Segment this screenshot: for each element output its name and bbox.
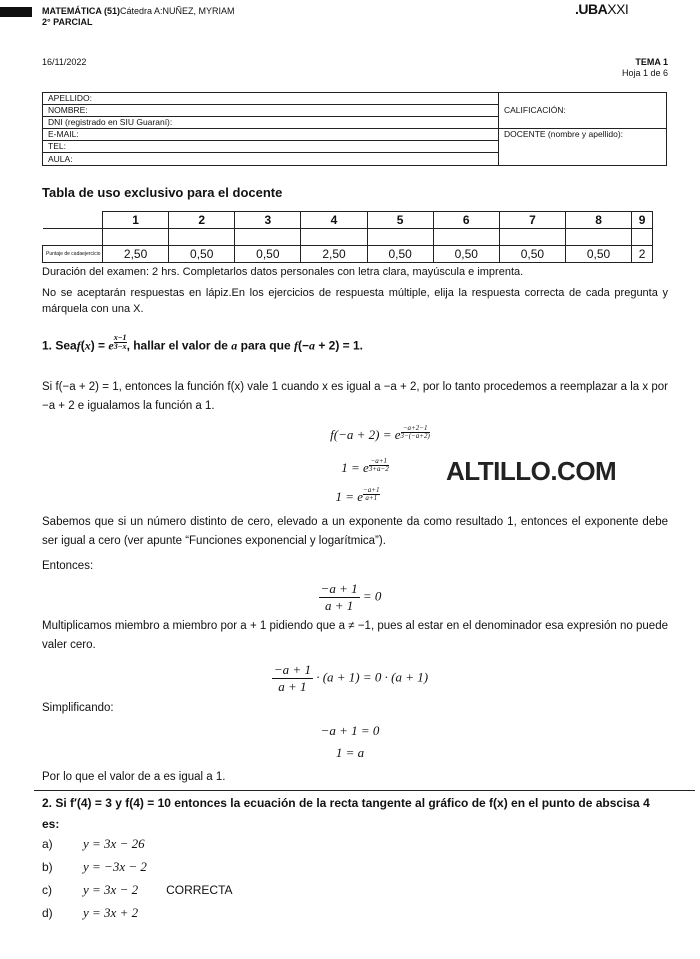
exercise-score-7: 0,50 <box>499 246 565 263</box>
option-formula: y = 3x − 26 <box>83 836 145 851</box>
exercise-number-1: 1 <box>103 212 169 229</box>
q1-paragraph-2: Sabemos que si un número distinto de cero, elevado a un exponente da como resultado 1, entonces el exponente debe ser igual a cero (ver apunte “Funciones exponencial y logarítmica”). <box>42 516 668 547</box>
field-docente[interactable]: DOCENTE (nombre y apellido): <box>499 129 667 166</box>
field-tel[interactable]: TEL: <box>43 141 499 153</box>
question-1-title: 1. Seaf(x) = e $^{\frac{x-1}{3-x}}$, hallar el valor de a para que f(−a + 2) = 1. <box>42 333 364 353</box>
instructions-rules: No se aceptarán respuestas en lápiz.En los ejercicios de respuesta múltiple, elija la respuesta correcta de cada pregunta y márquela con una X. <box>42 287 668 315</box>
exercise-number-6: 6 <box>433 212 499 229</box>
uba-logo <box>575 1 628 17</box>
exercise-number-9: 9 <box>632 212 653 229</box>
exercise-grade-cell-4[interactable] <box>301 229 367 246</box>
q2-option-4[interactable] <box>42 905 138 921</box>
q1-paragraph-3: Multiplicamos miembro a miembro por a + 1 pidiendo que a ≠ −1, pues al estar en el denominador esa expresión no puede valer cero. <box>42 620 668 651</box>
course-line <box>42 6 235 16</box>
exercise-number-5: 5 <box>367 212 433 229</box>
field-dni[interactable]: DNI (registrado en SIU Guaraní): <box>43 117 499 129</box>
score-table-blank <box>43 229 103 246</box>
tema-label: TEMA 1 <box>635 57 668 67</box>
exercise-score-8: 0,50 <box>565 246 631 263</box>
exercise-grade-cell-1[interactable] <box>103 229 169 246</box>
option-key: d) <box>42 906 53 920</box>
exercise-grade-cell-3[interactable] <box>235 229 301 246</box>
exercise-number-4: 4 <box>301 212 367 229</box>
exercise-score-6: 0,50 <box>433 246 499 263</box>
field-nombre[interactable]: NOMBRE: <box>43 105 499 117</box>
exercise-number-8: 8 <box>565 212 631 229</box>
field-aula[interactable]: AULA: <box>43 153 499 166</box>
exercise-grade-cell-8[interactable] <box>565 229 631 246</box>
q1-entonces: Entonces: <box>42 560 94 572</box>
subject: MATEMÁTICA (51) <box>42 6 120 16</box>
score-table <box>42 211 653 263</box>
teacher-table-title: Tabla de uso exclusivo para el docente <box>42 185 283 200</box>
page-counter: Hoja 1 de 6 <box>621 68 668 78</box>
instructions-duration: Duración del examen: 2 hrs. Completarlos datos personales con letra clara, mayúscula e imprenta. <box>42 266 524 278</box>
q1-equation-3: 1 = e $^{\frac{-a+1}{a+1}}$ <box>335 486 380 505</box>
exercise-score-5: 0,50 <box>367 246 433 263</box>
correct-answer-label: CORRECTA <box>166 883 233 897</box>
option-formula: y = −3x − 2 <box>83 859 147 874</box>
exercise-grade-cell-7[interactable] <box>499 229 565 246</box>
option-formula: y = 3x − 2 <box>83 882 139 897</box>
option-formula: y = 3x + 2 <box>83 905 139 920</box>
uba-logo-light: XXI <box>607 1 629 17</box>
student-form <box>42 92 667 166</box>
q2-option-2[interactable] <box>42 859 147 875</box>
exercise-score-1: 2,50 <box>103 246 169 263</box>
exercise-score-2: 0,50 <box>169 246 235 263</box>
exercise-score-4: 2,50 <box>301 246 367 263</box>
q1-simplificando: Simplificando: <box>42 702 114 714</box>
field-apellido[interactable]: APELLIDO: <box>43 93 499 105</box>
option-key: c) <box>42 883 52 897</box>
q1-paragraph-1: Si f(−a + 2) = 1, entonces la función f(x) vale 1 cuando x es igual a −a + 2, por lo tanto procedemos a reemplazar a la x por −a + 2 e igualamos la función a 1. <box>42 381 668 412</box>
q2-separator <box>34 790 695 791</box>
question-2-title: 2. Si f′(4) = 3 y f(4) = 10 entonces la ecuación de la recta tangente al gráfico de f(x) en el punto de abscisa 4 es: <box>42 796 650 831</box>
option-key: a) <box>42 837 53 851</box>
q1-equation-4: $\frac{-a + 1}{a + 1} = 0$ <box>320 581 382 613</box>
exercise-grade-cell-2[interactable] <box>169 229 235 246</box>
tema-block <box>622 57 668 79</box>
q1-equation-1: f(−a + 2) = e $^{\frac{-a+2-1}{3-(-a+2)}}$ <box>330 424 430 443</box>
parcial-label: 2° PARCIAL <box>42 17 93 27</box>
altillo-watermark: ALTILLO.COM <box>446 456 617 486</box>
catedra: Cátedra A:NUÑEZ, MYRIAM <box>120 6 235 16</box>
score-table-corner <box>43 212 103 229</box>
exam-date: 16/11/2022 <box>42 57 87 67</box>
exercise-grade-cell-5[interactable] <box>367 229 433 246</box>
q2-option-1[interactable] <box>42 836 145 852</box>
q1-equation-7: 1 = a <box>335 745 365 760</box>
exercise-grade-cell-6[interactable] <box>433 229 499 246</box>
header-black-bar <box>0 7 32 17</box>
uba-logo-bold: .UBA <box>575 1 608 17</box>
score-row-label: Puntaje de cadaejercicio <box>43 246 103 263</box>
q1-equation-5: $\frac{-a + 1}{a + 1} \cdot (a + 1) = 0 \cdot (a + 1)$ <box>273 662 429 694</box>
exercise-score-3: 0,50 <box>235 246 301 263</box>
exercise-number-7: 7 <box>499 212 565 229</box>
option-key: b) <box>42 860 53 874</box>
exercise-score-9: 2 <box>632 246 653 263</box>
exercise-number-3: 3 <box>235 212 301 229</box>
field-calificacion[interactable]: CALIFICACIÓN: <box>499 93 667 129</box>
q1-equation-2: 1 = e $^{\frac{-a+1}{3+a-2}}$ <box>341 457 389 476</box>
exercise-grade-cell-9[interactable] <box>632 229 653 246</box>
q2-option-3[interactable] <box>42 882 233 898</box>
q1-paragraph-4: Por lo que el valor de a es igual a 1. <box>42 771 226 783</box>
exercise-number-2: 2 <box>169 212 235 229</box>
field-email[interactable]: E-MAIL: <box>43 129 499 141</box>
q1-equation-6: −a + 1 = 0 <box>320 723 380 738</box>
